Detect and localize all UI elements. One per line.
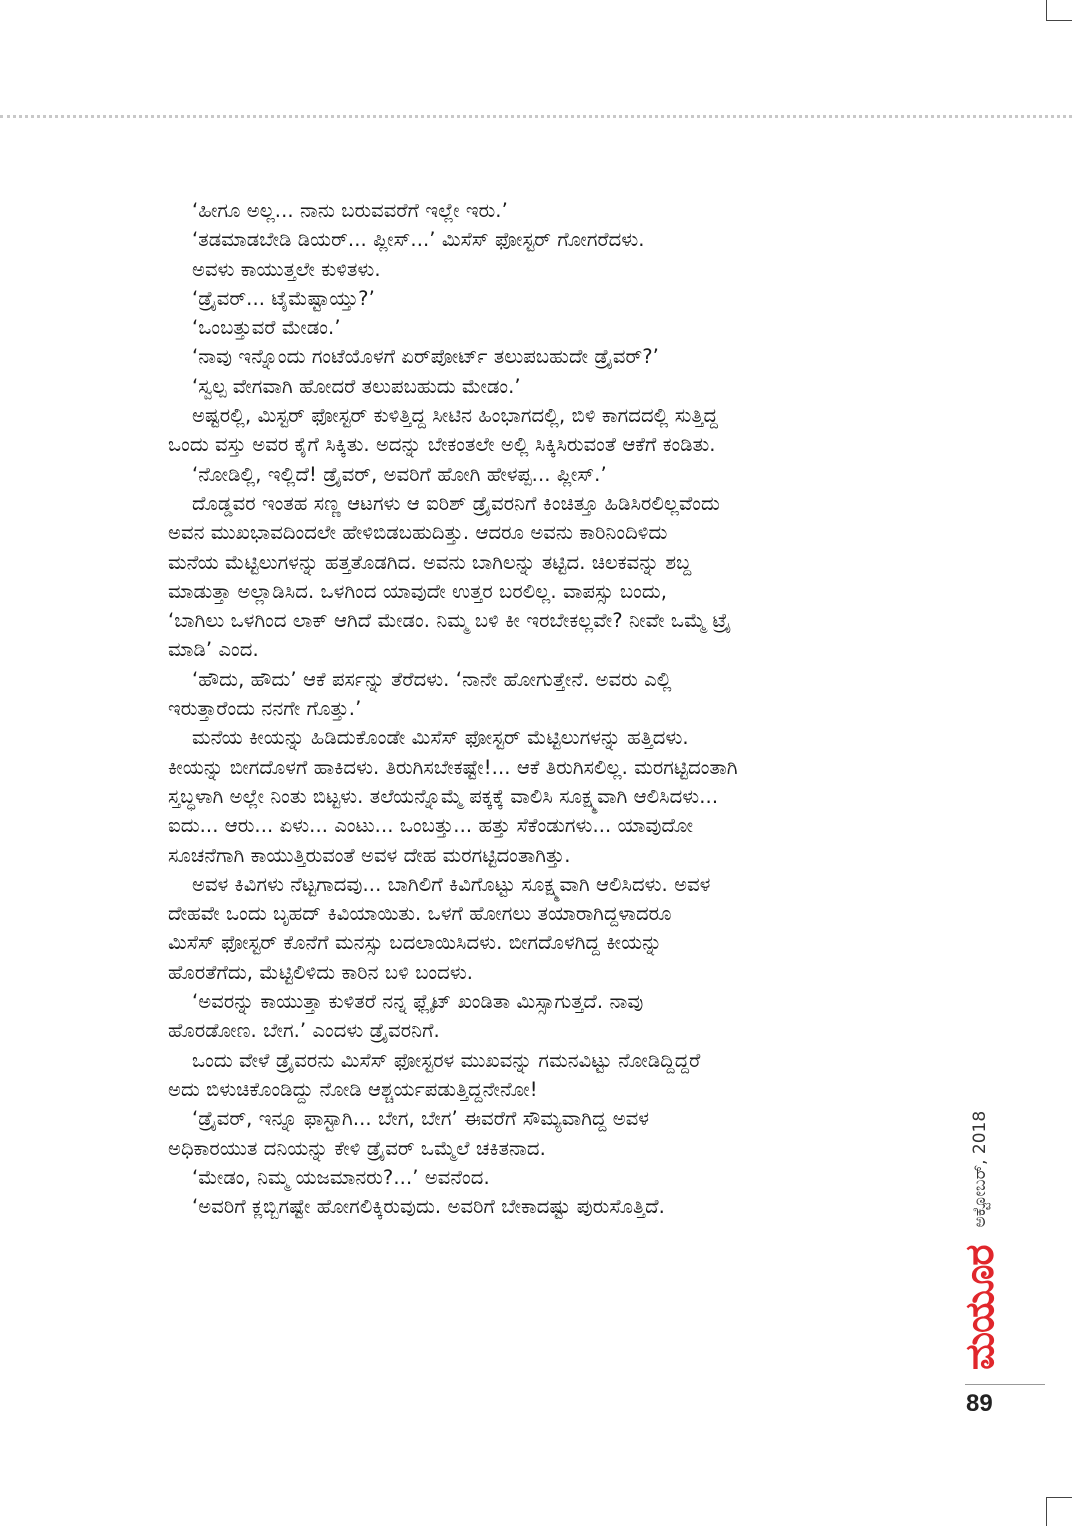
paragraph-line: ‘ಒಂಬತ್ತುವರೆ ಮೇಡಂ.’ [192,316,341,340]
paragraph-line: ಇರುತ್ತಾರೆಂದು ನನಗೇ ಗೊತ್ತು.’ [168,697,362,721]
paragraph-line: ಮನೆಯ ಮೆಟ್ಟಿಲುಗಳನ್ನು ಹತ್ತತೊಡಗಿದ. ಅವನು ಬಾಗಿಲನ್ನು ತಟ್ಟಿದ. ಚಿಲಕವನ್ನು ಶಬ್ದ [168,550,692,574]
paragraph-line: ‘ಅವರಿಗೆ ಕ್ಲಬ್ಬಿಗಷ್ಟೇ ಹೋಗಲಿಕ್ಕಿರುವುದು. ಅವರಿಗೆ ಬೇಕಾದಷ್ಟು ಪುರುಸೊತ್ತಿದೆ. [192,1195,665,1219]
paragraph-line: ಸ್ತಬ್ಧಳಾಗಿ ಅಲ್ಲೇ ನಿಂತು ಬಿಟ್ಟಳು. ತಲೆಯನ್ನೊಮ್ಮೆ ಪಕ್ಕಕ್ಕೆ ವಾಲಿಸಿ ಸೂಕ್ಷ್ಮವಾಗಿ ಆಲಿಸಿದಳು... [168,784,719,808]
paragraph-line: ‘ತಡಮಾಡಬೇಡಿ ಡಿಯರ್... ಪ್ಲೀಸ್...’ ಮಿಸೆಸ್ ಫೋಸ್ಟರ್ ಗೋಗರೆದಳು. [192,228,645,252]
paragraph-line: ಮಿಸೆಸ್ ಫೋಸ್ಟರ್ ಕೊನೆಗೆ ಮನಸ್ಸು ಬದಲಾಯಿಸಿದಳು. ಬೀಗದೊಳಗಿದ್ದ ಕೀಯನ್ನು [168,931,662,955]
page-number: 89 [966,1390,993,1417]
paragraph-line: ಅವನ ಮುಖಭಾವದಿಂದಲೇ ಹೇಳಿಬಿಡಬಹುದಿತ್ತು. ಆದರೂ ಅವನು ಕಾರಿನಿಂದಿಳಿದು [168,521,668,545]
paragraph-line: ದೊಡ್ಡವರ ಇಂತಹ ಸಣ್ಣ ಆಟಗಳು ಆ ಐರಿಶ್ ಡ್ರೈವರನಿಗೆ ಕಿಂಚಿತ್ತೂ ಹಿಡಿಸಿರಲಿಲ್ಲವೆಂದು [192,491,720,515]
paragraph-line: ‘ನೋಡಿಲ್ಲಿ, ಇಲ್ಲಿದೆ! ಡ್ರೈವರ್, ಅವರಿಗೆ ಹೋಗಿ ಹೇಳಪ್ಪ... ಪ್ಲೀಸ್.’ [192,462,607,486]
paragraph-line: ಕೀಯನ್ನು ಬೀಗದೊಳಗೆ ಹಾಕಿದಳು. ತಿರುಗಿಸಬೇಕಷ್ಟೇ!... ಆಕೆ ತಿರುಗಿಸಲಿಲ್ಲ. ಮರಗಟ್ಟಿದಂತಾಗಿ [168,755,738,779]
paragraph-line: ಅಧಿಕಾರಯುತ ದನಿಯನ್ನು ಕೇಳಿ ಡ್ರೈವರ್ ಒಮ್ಮೆಲೆ ಚಕಿತನಾದ. [168,1136,546,1160]
paragraph-line: ‘ಬಾಗಿಲು ಒಳಗಿಂದ ಲಾಕ್ ಆಗಿದೆ ಮೇಡಂ. ನಿಮ್ಮ ಬಳಿ ಕೀ ಇರಬೇಕಲ್ಲವೇ? ನೀವೇ ಒಮ್ಮೆ ಟ್ರೈ [168,609,732,633]
paragraph-line: ಸೂಚನೆಗಾಗಿ ಕಾಯುತ್ತಿರುವಂತೆ ಅವಳ ದೇಹ ಮರಗಟ್ಟಿದಂತಾಗಿತ್ತು. [168,843,571,867]
masthead [958,1111,1002,1370]
paragraph-line: ಅವಳ ಕಿವಿಗಳು ನೆಟ್ಟಗಾದವು... ಬಾಗಿಲಿಗೆ ಕಿವಿಗೊಟ್ಟು ಸೂಕ್ಷ್ಮವಾಗಿ ಆಲಿಸಿದಳು. ಅವಳ [192,872,711,896]
paragraph-line: ಒಂದು ವಸ್ತು ಅವರ ಕೈಗೆ ಸಿಕ್ಕಿತು. ಅದನ್ನು ಬೇಕಂತಲೇ ಅಲ್ಲಿ ಸಿಕ್ಕಿಸಿರುವಂತೆ ಆಕೆಗೆ ಕಂಡಿತು. [168,433,716,457]
crop-mark-bottom [1046,1497,1072,1526]
paragraph-line: ‘ಅವರನ್ನು ಕಾಯುತ್ತಾ ಕುಳಿತರೆ ನನ್ನ ಫ್ಲೈಟ್ ಖಂಡಿತಾ ಮಿಸ್ಸಾಗುತ್ತದೆ. ನಾವು [192,990,644,1014]
paragraph-line: ‘ಡ್ರೈವರ್, ಇನ್ನೂ ಫಾಸ್ಟಾಗಿ... ಬೇಗ, ಬೇಗ’ ಈವರೆಗೆ ಸೌಮ್ಯವಾಗಿದ್ದ ಅವಳ [192,1107,650,1131]
article-body [168,196,928,1221]
footer-rule [965,1384,1045,1385]
paragraph-line: ‘ಹೀಗೂ ಅಲ್ಲ... ನಾನು ಬರುವವರೆಗೆ ಇಲ್ಲೇ ಇರು.’ [192,199,508,222]
issue-date: ಅಕ್ಟೋಬರ್, 2018 [970,1110,990,1228]
paragraph-line: ‘ಸ್ವಲ್ಪ ವೇಗವಾಗಿ ಹೋದರೆ ತಲುಪಬಹುದು ಮೇಡಂ.’ [192,374,521,398]
header-dotted-rule [0,115,1072,118]
paragraph-line: ಅಷ್ಟರಲ್ಲಿ, ಮಿಸ್ಟರ್ ಫೋಸ್ಟರ್ ಕುಳಿತ್ತಿದ್ದ ಸೀಟಿನ ಹಿಂಭಾಗದಲ್ಲಿ, ಬಿಳಿ ಕಾಗದದಲ್ಲಿ ಸುತ್ತಿದ್ದ [192,404,719,428]
paragraph-line: ‘ಡ್ರೈವರ್... ಟೈಮೆಷ್ಟಾಯ್ತು?’ [192,286,375,310]
paragraph-line: ಅದು ಬಿಳುಚಿಕೊಂಡಿದ್ದು ನೋಡಿ ಆಶ್ಚರ್ಯಪಡುತ್ತಿದ್ದನೇನೋ! [168,1077,538,1101]
paragraph-line: ‘ಮೇಡಂ, ನಿಮ್ಮ ಯಜಮಾನರು?...’ ಅವನೆಂದ. [192,1165,490,1189]
paragraph-line: ಮನೆಯ ಕೀಯನ್ನು ಹಿಡಿದುಕೊಂಡೇ ಮಿಸೆಸ್ ಫೋಸ್ಟರ್ ಮೆಟ್ಟಿಲುಗಳನ್ನು ಹತ್ತಿದಳು. [192,726,689,750]
paragraph-line: ದೇಹವೇ ಒಂದು ಬೃಹದ್ ಕಿವಿಯಾಯಿತು. ಒಳಗೆ ಹೋಗಲು ತಯಾರಾಗಿದ್ದಳಾದರೂ [168,902,672,926]
paragraph-line: ಹೊರತೆಗೆದು, ಮೆಟ್ಟಿಲಿಳಿದು ಕಾರಿನ ಬಳಿ ಬಂದಳು. [168,960,474,984]
paragraph-line: ‘ನಾವು ಇನ್ನೊಂದು ಗಂಟೆಯೊಳಗೆ ಏರ್‌ಪೋರ್ಟ್ ತಲುಪಬಹುದೇ ಡ್ರೈವರ್?’ [192,345,659,369]
paragraph-line: ಮಾಡುತ್ತಾ ಅಲ್ಲಾಡಿಸಿದ. ಒಳಗಿಂದ ಯಾವುದೇ ಉತ್ತರ ಬರಲಿಲ್ಲ. ವಾಪಸ್ಸು ಬಂದು, [168,579,668,603]
paragraph-line: ‘ಹೌದು, ಹೌದು’ ಆಕೆ ಪರ್ಸನ್ನು ತೆರೆದಳು. ‘ನಾನೇ ಹೋಗುತ್ತೇನೆ. ಅವರು ಎಲ್ಲಿ [192,667,672,691]
paragraph-line: ಅವಳು ಕಾಯುತ್ತಲೇ ಕುಳಿತಳು. [192,257,381,281]
paragraph-line: ಹೊರಡೋಣ. ಬೇಗ.’ ಎಂದಳು ಡ್ರೈವರನಿಗೆ. [168,1019,440,1043]
paragraph-line: ಒಂದು ವೇಳೆ ಡ್ರೈವರನು ಮಿಸೆಸ್ ಫೋಸ್ಟರಳ ಮುಖವನ್ನು ಗಮನವಿಟ್ಟು ನೋಡಿದ್ದಿದ್ದರೆ [192,1048,701,1072]
paragraph-line: ಮಾಡಿ’ ಎಂದ. [168,638,259,662]
magazine-logo: ಮಯೂರ [957,1245,1003,1370]
paragraph-line: ಐದು... ಆರು... ಏಳು... ಎಂಟು... ಒಂಬತ್ತು... ಹತ್ತು ಸೆಕೆಂಡುಗಳು... ಯಾವುದೋ [168,814,694,838]
crop-mark-top [1046,0,1072,21]
